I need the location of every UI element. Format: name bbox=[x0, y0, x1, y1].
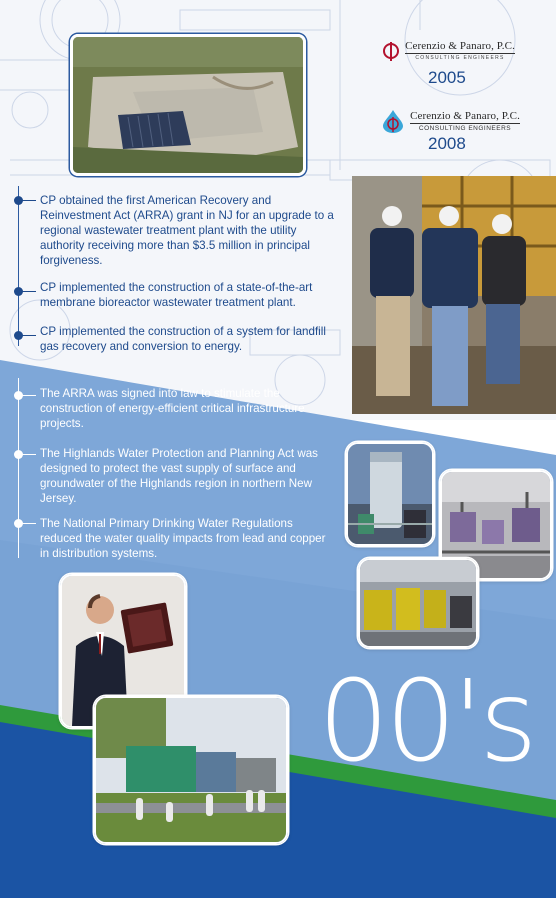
logo-company-name: Cerenzio & Panaro, P.C. bbox=[410, 110, 520, 122]
cp-monogram-icon bbox=[381, 41, 401, 61]
outdoor-generators-photo bbox=[94, 696, 288, 844]
bullet-connector bbox=[22, 395, 36, 396]
cp-logo-2008 bbox=[370, 108, 530, 134]
year-2005: 2005 bbox=[428, 68, 466, 87]
logo-tagline: CONSULTING ENGINEERS bbox=[410, 123, 520, 132]
bullet-connector bbox=[22, 291, 36, 292]
engineers-site-photo bbox=[352, 176, 556, 414]
cp-logo-2005 bbox=[368, 40, 528, 61]
achievement-arra-grant: CP obtained the first American Recovery and Reinvestment Act (ARRA) grant in NJ for an upgrade to a regional wastewater treatment plant with the utility authority receiving more than $3.5 million in principal forgiveness. bbox=[40, 194, 334, 267]
note-arra-law: The ARRA was signed into law to stimulate the construction of energy-efficient critical infrastructure projects. bbox=[40, 387, 305, 430]
bullet-connector bbox=[22, 200, 36, 201]
bullet-connector bbox=[22, 523, 36, 524]
logo-company-name: Cerenzio & Panaro, P.C. bbox=[405, 40, 515, 52]
achievement-mbr-plant: CP implemented the construction of a state-of-the-art membrane bioreactor wastewater treatment plant. bbox=[40, 281, 313, 309]
logo-tagline: CONSULTING ENGINEERS bbox=[405, 53, 515, 61]
achievement-landfill-gas: CP implemented the construction of a system for landfill gas recovery and conversion to energy. bbox=[40, 325, 326, 353]
decade-label: 00's bbox=[318, 657, 534, 787]
bullet-connector bbox=[22, 335, 36, 336]
timeline-line-upper bbox=[18, 186, 19, 346]
landfill-aerial-photo bbox=[70, 34, 306, 176]
cp-droplet-icon bbox=[380, 108, 406, 134]
year-2008: 2008 bbox=[428, 134, 466, 153]
note-highlands-act: The Highlands Water Protection and Planning Act was designed to protect the vast supply of surface and groundwater of the Highlands region in northern New Jersey. bbox=[40, 447, 318, 505]
water-tank-photo bbox=[346, 442, 434, 546]
note-drinking-water-regs: The National Primary Drinking Water Regulations reduced the water quality impacts from lead and copper in distribution systems. bbox=[40, 517, 326, 560]
generator-room-photo bbox=[358, 558, 478, 648]
timeline-line-lower bbox=[18, 378, 19, 558]
bullet-connector bbox=[22, 454, 36, 455]
